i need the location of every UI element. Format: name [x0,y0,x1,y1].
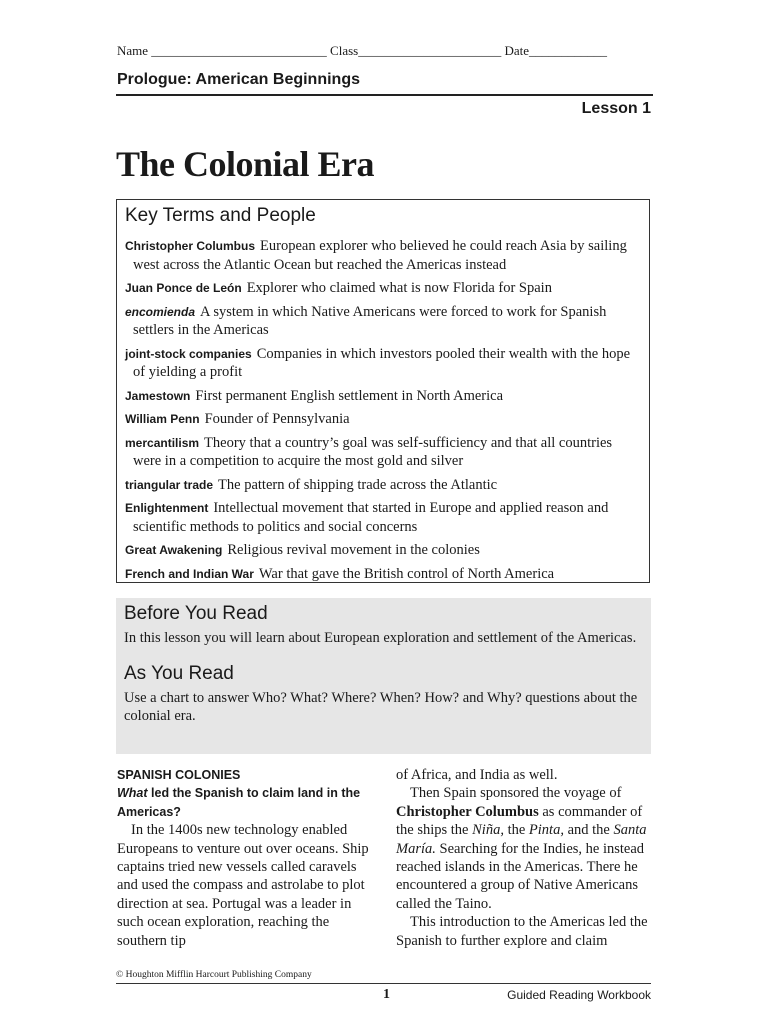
guiding-question [117,784,373,821]
body-paragraph: This introduction to the Americas led the Spanish to further explore and claim [396,914,648,949]
key-term-definition: Founder of Pennsylvania [204,411,350,427]
text-run: and the [563,822,614,839]
copyright-notice: © Houghton Mifflin Harcourt Publishing Company [116,970,312,980]
key-term-definition: A system in which Native Americans were forced to work for Spanish settlers in the Americas [133,303,607,338]
bold-term: Christopher Columbus [396,803,539,820]
key-term-definition: Companies in which investors pooled their wealth with the hope of yielding a profit [133,345,631,380]
key-term-name: joint-stock companies [125,346,252,361]
key-term-definition: War that gave the British control of North America [258,565,555,582]
right-column [396,766,652,950]
text-run: Then Spain sponsored the voyage of [410,785,622,802]
key-term-item [125,499,641,536]
key-term-name: Jamestown [125,388,191,403]
as-you-read-text: Use a chart to answer Who? What? Where? When? How? and Why? questions about the colonial era. [124,689,638,724]
key-term-name: William Penn [125,412,200,426]
text-run: as commander of the ships the [396,803,643,839]
ship-name: Pinta, [528,822,564,839]
reading-guide-box [116,598,651,754]
key-term-item [125,565,641,584]
section-heading: SPANISH COLONIES [117,768,241,782]
text-run: the [503,822,529,839]
ship-name: Niña, [472,822,504,839]
key-term-name: Great Awakening [125,543,223,557]
key-term-name: mercantilism [125,435,200,450]
key-term-item [125,410,641,429]
body-paragraph [396,784,652,913]
left-column [117,766,373,950]
key-term-item [125,387,641,406]
prologue-heading: Prologue: American Beginnings [117,71,360,88]
question-word: What [117,786,148,801]
before-you-read-text: In this lesson you will learn about European exploration and settlement of the Americas. [124,630,637,646]
key-term-name: encomienda [125,304,196,319]
key-term-name: Enlightenment [125,501,209,515]
footer-rule [116,983,651,984]
key-term-name: French and Indian War [125,566,254,581]
page-number: 1 [383,987,390,1002]
key-terms-box [116,199,650,583]
text-run: Searching for the Indies, he instead reached islands in the Americas. There he encountered a group of Native Americans called the Taino. [396,840,645,912]
key-term-definition: First permanent English settlement in North America [195,387,504,404]
question-text: led the Spanish to claim land in the Americas? [117,786,361,819]
header-rule [116,94,653,96]
key-term-definition: Theory that a country’s goal was self-sufficiency and that all countries were in a competition to acquire the most gold and silver [133,434,613,469]
body-paragraph-continued: of Africa, and India as well. [396,767,558,783]
key-term-definition: Explorer who claimed what is now Florida for Spain [246,280,552,296]
name-class-date-line: Name ___________________________ Class______________________ Date____________ [117,43,608,58]
key-term-name: triangular trade [125,477,214,492]
key-term-item [125,541,641,560]
body-paragraph: In the 1400s new technology enabled Europeans to venture out over oceans. Ship captains tried new vessels called caravels and used the compass and astrolabe to plot direction at sea. Portugal was a leader in such ocean exploration, reaching the southern tip [117,822,369,949]
key-term-item [125,345,641,382]
key-term-name: Christopher Columbus [125,239,256,253]
key-term-item [125,434,641,471]
key-term-definition: European explorer who believed he could reach Asia by sailing west across the Atlantic Ocean but reached the Americas instead [133,238,627,273]
as-you-read-heading: As You Read [124,662,234,684]
key-term-definition: Intellectual movement that started in Europe and applied reason and scientific methods to politics and social concerns [133,500,609,535]
key-term-name: Juan Ponce de León [125,281,242,295]
key-term-definition: Religious revival movement in the colonies [227,542,480,558]
ship-name: Santa María. [396,822,647,857]
key-term-definition: The pattern of shipping trade across the Atlantic [218,476,498,493]
key-term-item [125,279,641,298]
lesson-label: Lesson 1 [581,100,651,117]
key-terms-heading: Key Terms and People [125,205,316,226]
before-you-read-heading: Before You Read [124,603,268,624]
key-term-item [125,303,641,340]
key-term-item [125,237,641,274]
page-title: The Colonial Era [116,144,375,184]
workbook-title: Guided Reading Workbook [507,988,651,1002]
key-term-item [125,476,641,495]
